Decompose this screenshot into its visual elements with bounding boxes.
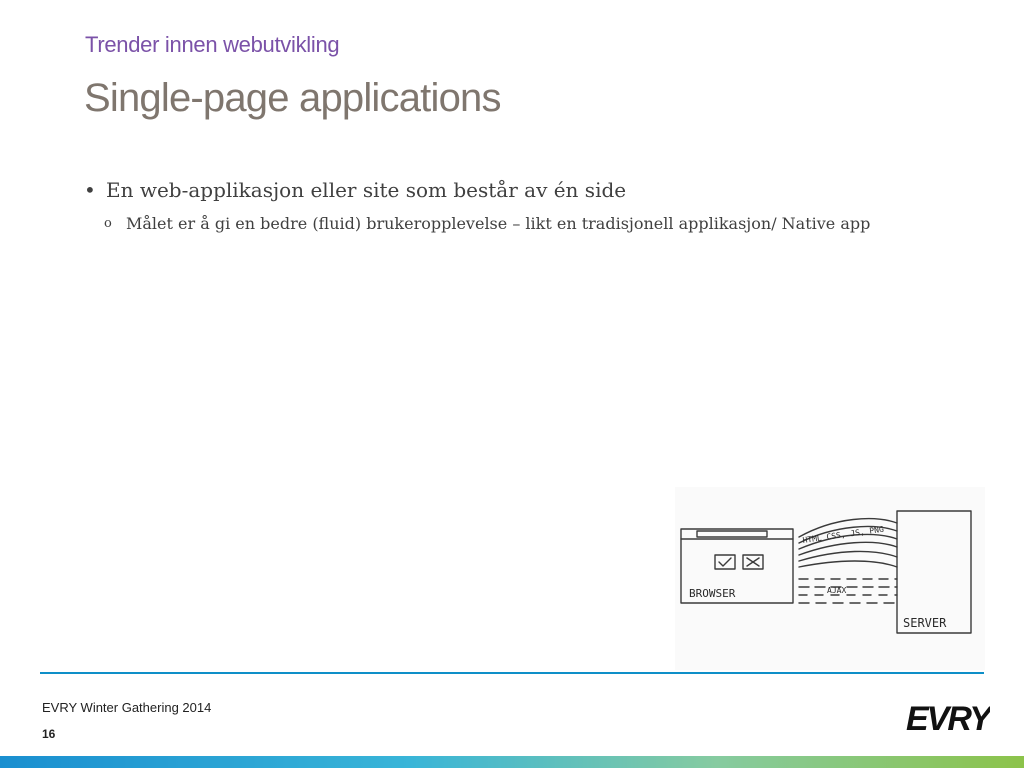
slide-title: Single-page applications [84,76,501,120]
browser-label: BROWSER [689,587,736,600]
browser-sketch [681,529,793,603]
bullet-list [84,176,904,236]
event-name: EVRY Winter Gathering 2014 [42,700,212,715]
sub-bullet-item [84,212,904,236]
spa-sketch-diagram [675,487,985,670]
section-title: Trender innen webutvikling [85,32,340,57]
logo-text: EVRY [906,700,990,738]
server-sketch [897,511,971,633]
sub-bullet-text: Målet er å gi en bedre (fluid) brukeropplevelse – likt en tradisjonell applikasjon/ Native app [126,214,871,233]
bullet-dot-icon: • [84,178,96,202]
footer-divider [40,672,984,674]
bullet-text: En web-applikasjon eller site som består av én side [106,178,627,202]
asset-transfer-arrows [799,519,897,567]
server-label: SERVER [903,616,947,630]
evry-logo [900,692,990,742]
assets-label: HTML CSS, JS, PNG [802,524,885,545]
page-number: 16 [42,727,56,741]
ajax-transfer-lines [799,579,897,603]
footer-gradient-bar [0,756,1024,768]
bullet-circle-icon: o [104,216,112,231]
bullet-item [84,176,904,204]
ajax-label: AJAX [827,586,847,595]
